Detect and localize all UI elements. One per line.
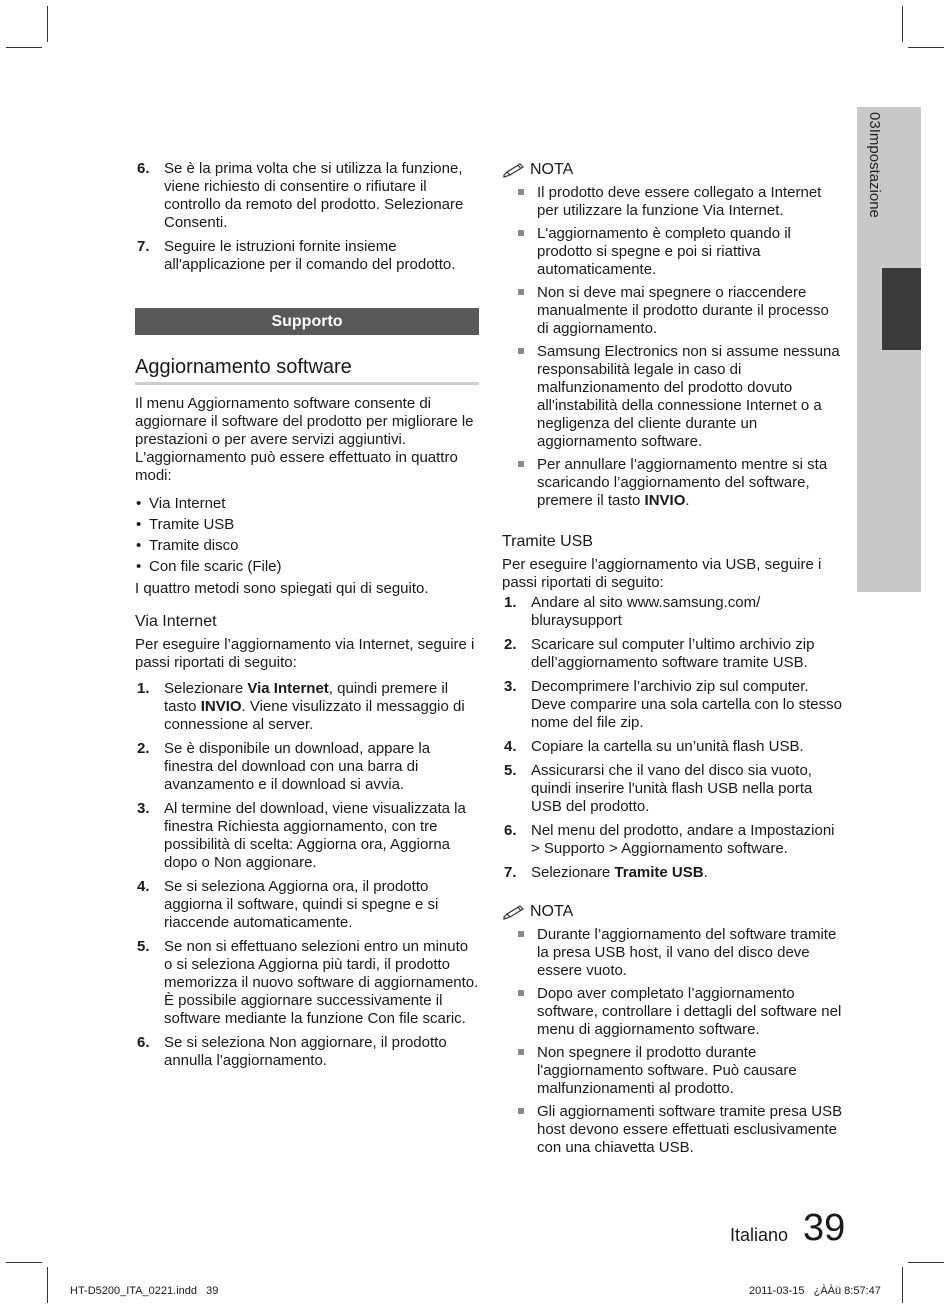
modes-summary: I quattro metodi sono spiegati qui di seguito. xyxy=(135,580,429,597)
step-item xyxy=(502,678,844,732)
step-number: 1. xyxy=(504,594,517,611)
step-text: Scaricare sul computer l’ultimo archivio zip dell’aggiornamento software tramite USB. xyxy=(531,636,815,671)
list-item: • Tramite disco xyxy=(135,537,479,555)
step-text: . xyxy=(703,864,708,881)
note-item xyxy=(502,184,844,220)
crop-mark xyxy=(47,1267,48,1303)
list-item: • Via Internet xyxy=(135,495,479,513)
side-tab-number: 03 xyxy=(866,112,883,129)
step-text: Copiare la cartella su un’unità flash USB. xyxy=(531,738,804,755)
note-item xyxy=(502,926,844,980)
note-text: . xyxy=(685,492,690,509)
note-text: Per annullare l’aggiornamento mentre si sta scaricando l’aggiornamento del software, premere il tasto xyxy=(537,456,828,509)
step-number: 6. xyxy=(137,1034,150,1051)
note-text: Durante l’aggiornamento del software tramite la presa USB host, il vano del disco deve essere vuoto. xyxy=(537,926,837,979)
footer-language: Italiano xyxy=(730,1225,789,1245)
usb-intro: Per eseguire l’aggiornamento via USB, seguire i passi riportati di seguito: xyxy=(502,556,822,591)
left-column xyxy=(135,160,479,1076)
step-number: 5. xyxy=(504,762,517,779)
crop-mark xyxy=(902,6,903,42)
step-number: 4. xyxy=(504,738,517,755)
via-internet-intro: Per eseguire l’aggiornamento via Internet, seguire i passi riportati di seguito: xyxy=(135,636,475,671)
step-number: 3. xyxy=(137,800,150,817)
step-number: 7. xyxy=(504,864,517,881)
step-item xyxy=(502,864,844,882)
step-item xyxy=(135,878,479,932)
note-item xyxy=(502,985,844,1039)
step-text: , quindi premere il tasto xyxy=(164,680,449,715)
subheading-via-internet: Via Internet xyxy=(135,613,217,630)
square-bullet-icon xyxy=(518,1108,524,1114)
crop-mark xyxy=(908,47,944,48)
note-heading xyxy=(502,902,844,922)
subheading-tramite-usb: Tramite USB xyxy=(502,533,593,550)
square-bullet-icon xyxy=(518,348,524,354)
note-item xyxy=(502,284,844,338)
note-text: Samsung Electronics non si assume nessuna responsabilità legale in caso di malfunzionamento del prodotto dovuto all'instabilità della connessione Internet o a negligenza del cliente durante un aggiornamento software. xyxy=(537,343,840,450)
step-bold-text: INVIO xyxy=(200,698,242,715)
note-text: Il prodotto deve essere collegato a Internet per utilizzare la funzione Via Internet. xyxy=(537,184,822,219)
section-heading: Aggiornamento software xyxy=(135,355,479,385)
step-item xyxy=(135,680,479,734)
side-tab-label xyxy=(859,112,883,292)
step-item xyxy=(502,822,844,858)
note-title: NOTA xyxy=(530,161,574,178)
note-item xyxy=(502,1044,844,1098)
step-item xyxy=(135,160,479,232)
note-item xyxy=(502,1103,844,1157)
square-bullet-icon xyxy=(518,189,524,195)
step-text: Se è la prima volta che si utilizza la funzione, viene richiesto di consentire o rifiutare il controllo da remoto del prodotto. Selezionare Consenti. xyxy=(164,160,464,231)
note-text: Non spegnere il prodotto durante l'aggiornamento software. Può causare malfunzionamenti al prodotto. xyxy=(537,1044,797,1097)
step-text: Se è disponibile un download, appare la finestra del download con una barra di avanzamento e il download si avvia. xyxy=(164,740,431,793)
crop-mark xyxy=(6,47,42,48)
step-bold-text: Tramite USB xyxy=(614,864,704,881)
crop-mark xyxy=(47,6,48,42)
step-number: 5. xyxy=(137,938,150,955)
square-bullet-icon xyxy=(518,461,524,467)
note-text: Non si deve mai spegnere o riaccendere manualmente il prodotto durante il processo di aggiornamento. xyxy=(537,284,829,337)
list-item: • Tramite USB xyxy=(135,516,479,534)
step-number: 1. xyxy=(137,680,150,697)
note-item xyxy=(502,225,844,279)
right-column xyxy=(502,160,844,1162)
print-timestamp: 2011-03-15 ¿ÀÀü 8:57:47 xyxy=(749,1285,881,1297)
side-tab-marker xyxy=(882,268,921,350)
step-number: 2. xyxy=(137,740,150,757)
crop-mark xyxy=(6,1262,42,1263)
step-item xyxy=(502,636,844,672)
crop-mark xyxy=(902,1267,903,1303)
step-text: Nel menu del prodotto, andare a Impostazioni > Supporto > Aggiornamento software. xyxy=(531,822,835,857)
step-text: Andare al sito www.samsung.com/ bluraysupport xyxy=(531,594,761,629)
step-item xyxy=(135,740,479,794)
step-number: 2. xyxy=(504,636,517,653)
square-bullet-icon xyxy=(518,230,524,236)
step-item xyxy=(135,1034,479,1070)
step-item xyxy=(502,594,844,630)
section-bar: Supporto xyxy=(135,308,479,335)
step-text: Al termine del download, viene visualizzata la finestra Richiesta aggiornamento, con tre possibilità di scelta: Aggiorna ora, Aggiorna dopo o Non aggionare. xyxy=(164,800,466,871)
step-number: 3. xyxy=(504,678,517,695)
intro-paragraph: Il menu Aggiornamento software consente di aggiornare il software del prodotto per migliorare le prestazioni o per avere servizi aggiuntivi. L'aggiornamento può essere effettuato in quattro modi: xyxy=(135,395,474,484)
crop-mark xyxy=(908,1262,944,1263)
page-number: 39 xyxy=(803,1207,846,1249)
step-number: 6. xyxy=(137,160,150,177)
list-item: • Con file scaric (File) xyxy=(135,558,479,576)
note-text: Dopo aver completato l’aggiornamento software, controllare i dettagli del software nel menu di aggiornamento software. xyxy=(537,985,842,1038)
step-text: Selezionare xyxy=(531,864,615,881)
note-heading xyxy=(502,160,844,180)
step-number: 7. xyxy=(137,238,150,255)
step-text: Selezionare xyxy=(164,680,248,697)
step-text: Se si seleziona Non aggiornare, il prodotto annulla l'aggiornamento. xyxy=(164,1034,447,1069)
step-item xyxy=(502,762,844,816)
square-bullet-icon xyxy=(518,931,524,937)
note-title: NOTA xyxy=(530,903,574,920)
step-text: Decomprimere l’archivio zip sul computer. Deve comparire una sola cartella con lo stesso nome del file zip. xyxy=(531,678,842,731)
step-number: 6. xyxy=(504,822,517,839)
step-text: Seguire le istruzioni fornite insieme all'applicazione per il comando del prodotto. xyxy=(164,238,456,273)
step-text: Se si seleziona Aggiorna ora, il prodotto aggiorna il software, quindi si spegne e si riaccende automaticamente. xyxy=(164,878,439,931)
square-bullet-icon xyxy=(518,1049,524,1055)
step-item xyxy=(135,800,479,872)
side-tab-title: Impostazione xyxy=(866,128,883,218)
step-bold-text: Via Internet xyxy=(247,680,329,697)
step-item xyxy=(502,738,844,756)
note-text: Gli aggiornamenti software tramite presa USB host devono essere effettuati esclusivamente con una chiavetta USB. xyxy=(537,1103,843,1156)
step-text: Assicurarsi che il vano del disco sia vuoto, quindi inserire l'unità flash USB nella porta USB del prodotto. xyxy=(531,762,813,815)
step-text: Se non si effettuano selezioni entro un minuto o si seleziona Aggiorna più tardi, il prodotto memorizza il nuovo software di aggiornamento. È possibile aggiornare successivamente il software mediante la funzione Con file scaric. xyxy=(164,938,479,1027)
step-item xyxy=(135,238,479,274)
note-text: L'aggiornamento è completo quando il prodotto si spegne e poi si riattiva automaticamente. xyxy=(537,225,791,278)
step-text: . Viene visulizzato il messaggio di connessione al server. xyxy=(164,698,465,733)
note-item xyxy=(502,456,844,510)
pencil-icon xyxy=(502,162,526,178)
square-bullet-icon xyxy=(518,990,524,996)
print-file-info: HT-D5200_ITA_0221.indd 39 xyxy=(70,1285,219,1297)
note-bold-text: INVIO xyxy=(644,492,686,509)
note-item xyxy=(502,343,844,451)
square-bullet-icon xyxy=(518,289,524,295)
pencil-icon xyxy=(502,904,526,920)
step-item xyxy=(135,938,479,1028)
step-number: 4. xyxy=(137,878,150,895)
